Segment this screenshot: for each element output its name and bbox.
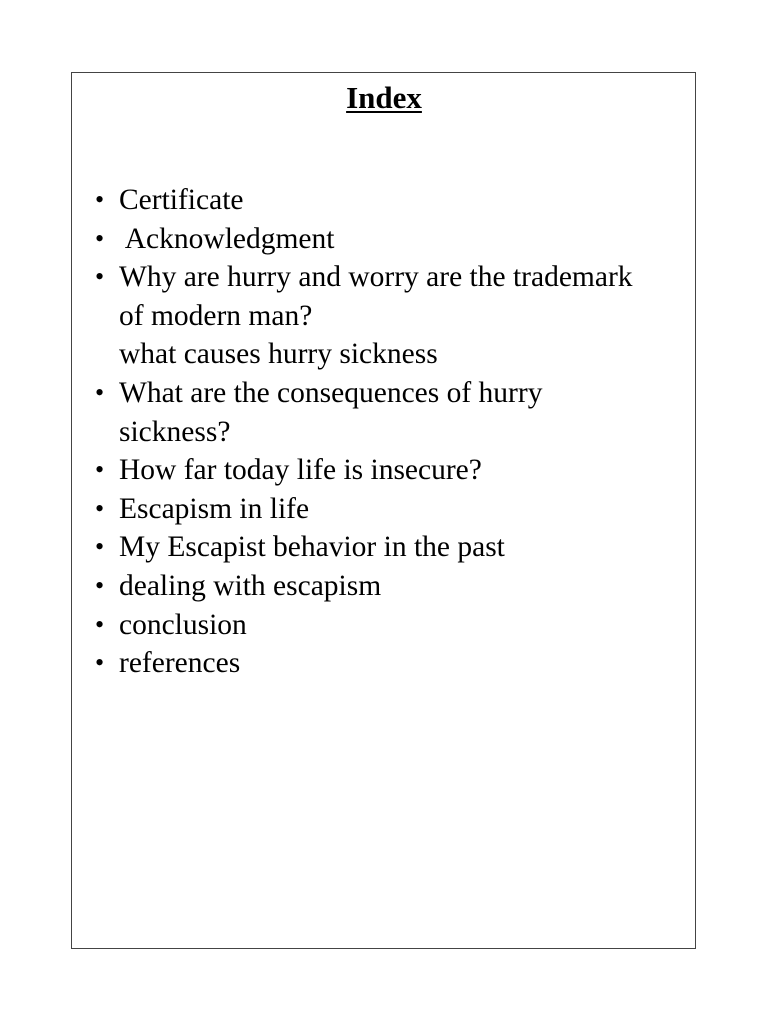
list-item-text: What are the consequences of hurry (119, 376, 543, 409)
list-item-text: Acknowledgment (119, 222, 335, 255)
bullet-icon: • (95, 262, 105, 292)
list-item-text: Why are hurry and worry are the trademark (119, 261, 633, 294)
list-item-subtext: what causes hurry sickness (119, 338, 438, 371)
list-item (95, 490, 695, 529)
list-item-text-continuation: of modern man? (119, 299, 313, 332)
bullet-icon: • (95, 570, 105, 600)
list-item-text: Certificate (119, 184, 244, 216)
list-item (95, 374, 695, 451)
list-item (95, 567, 695, 606)
bullet-icon: • (95, 648, 105, 678)
bullet-icon: • (95, 185, 105, 214)
list-item-text: My Escapist behavior in the past (119, 531, 505, 564)
list-item-text: Escapism in life (119, 492, 310, 525)
list-item-text: How far today life is insecure? (119, 454, 482, 487)
list-item (95, 644, 695, 683)
list-item-text-continuation: sickness? (119, 415, 231, 448)
list-item-text: dealing with escapism (119, 569, 382, 602)
bullet-icon: • (95, 493, 105, 523)
list-item (95, 528, 695, 567)
bullet-icon: • (95, 609, 105, 639)
bullet-icon: • (95, 377, 105, 407)
bullet-icon: • (95, 223, 105, 253)
list-item (95, 258, 695, 374)
list-item (95, 220, 695, 259)
list-item-text: conclusion (119, 608, 247, 641)
list-item (95, 181, 695, 220)
bullet-icon: • (95, 532, 105, 562)
list-item (95, 451, 695, 490)
list-item (95, 606, 695, 645)
index-title: Index (346, 80, 422, 115)
index-list (95, 181, 695, 683)
list-item-text: references (119, 647, 241, 680)
bullet-icon: • (95, 455, 105, 485)
